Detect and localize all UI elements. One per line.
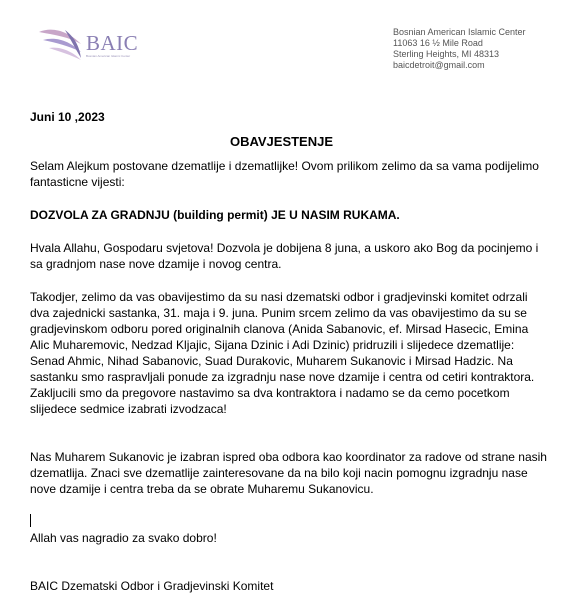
signature: BAIC Dzematski Odbor i Gradjevinski Komitet	[30, 579, 274, 593]
address-line: Sterling Heights, MI 48313	[393, 49, 500, 59]
letter-title: OBAVJESTENJE	[229, 134, 334, 149]
text-cursor	[30, 514, 31, 527]
address-line: 11063 16 ½ Mile Road	[393, 38, 483, 48]
letter-date: Juni 10 ,2023	[30, 110, 105, 124]
paragraph-permit-announcement: DOZVOLA ZA GRADNJU (building permit) JE U NASIM RUKAMA.	[30, 208, 400, 222]
paragraph-closing: Allah vas nagradio za svako dobro!	[30, 531, 217, 545]
paragraph-committee: Takodjer, zelimo da vas obavijestimo da su nasi dzematski odbor i gradjevinski komitet odrzali dva zajednicki sastanka, 31. maja i 9. juna. Punim srcem zelimo da vas obavijestimo da su se gradjevinskom odboru pored originalnih clanova (Anida Sabanovic, ef. Mirsad Hasecic, Emina Alic Muharemovic, Nedzad Kljajic, Sijana Dzinic i Adi Dzinic) pridruzili i slijedece dzematlije: Senad Ahmic, Nihad Sabanovic, Suad Durakovic, Muharem Sukanovic i Mirsad Hadzic. Na sastanku smo raspravljali ponude za izgradnju nase nove dzamije i centra od cetiri kontraktora. Zakljucili smo da pregovore nastavimo sa dva kontraktora i nadamo se da cemo pocetkom slijedece sedmice izabrati izvodzaca!	[30, 290, 535, 416]
paragraph-thanks: Hvala Allahu, Gospodaru svjetova! Dozvola je dobijena 8 juna, a uskoro ako Bog da pocinjemo i sa gradnjom nase nove dzamije i novog centra.	[30, 241, 539, 271]
paragraph-greeting: Selam Alejkum postovane dzematlije i dzematlijke! Ovom prilikom zelimo da sa vama podijelimo fantasticne vijesti:	[30, 159, 539, 189]
logo-subtitle: Bosnian American Islamic Center	[86, 54, 131, 58]
address-line: Bosnian American Islamic Center	[393, 27, 526, 37]
email-address: baicdetroit@gmail.com	[393, 60, 485, 70]
logo-text: BAIC	[86, 31, 139, 55]
paragraph-coordinator: Nas Muharem Sukanovic je izabran ispred oba odbora kao koordinator za radove od strane nasih dzematlija. Znaci sve dzematlije zainteresovane da na bilo koji nacin pomognu izgradnju nase nove dzamije i centra treba da se obrate Muharemu Sukanovicu.	[30, 450, 547, 496]
address-block	[393, 27, 526, 71]
